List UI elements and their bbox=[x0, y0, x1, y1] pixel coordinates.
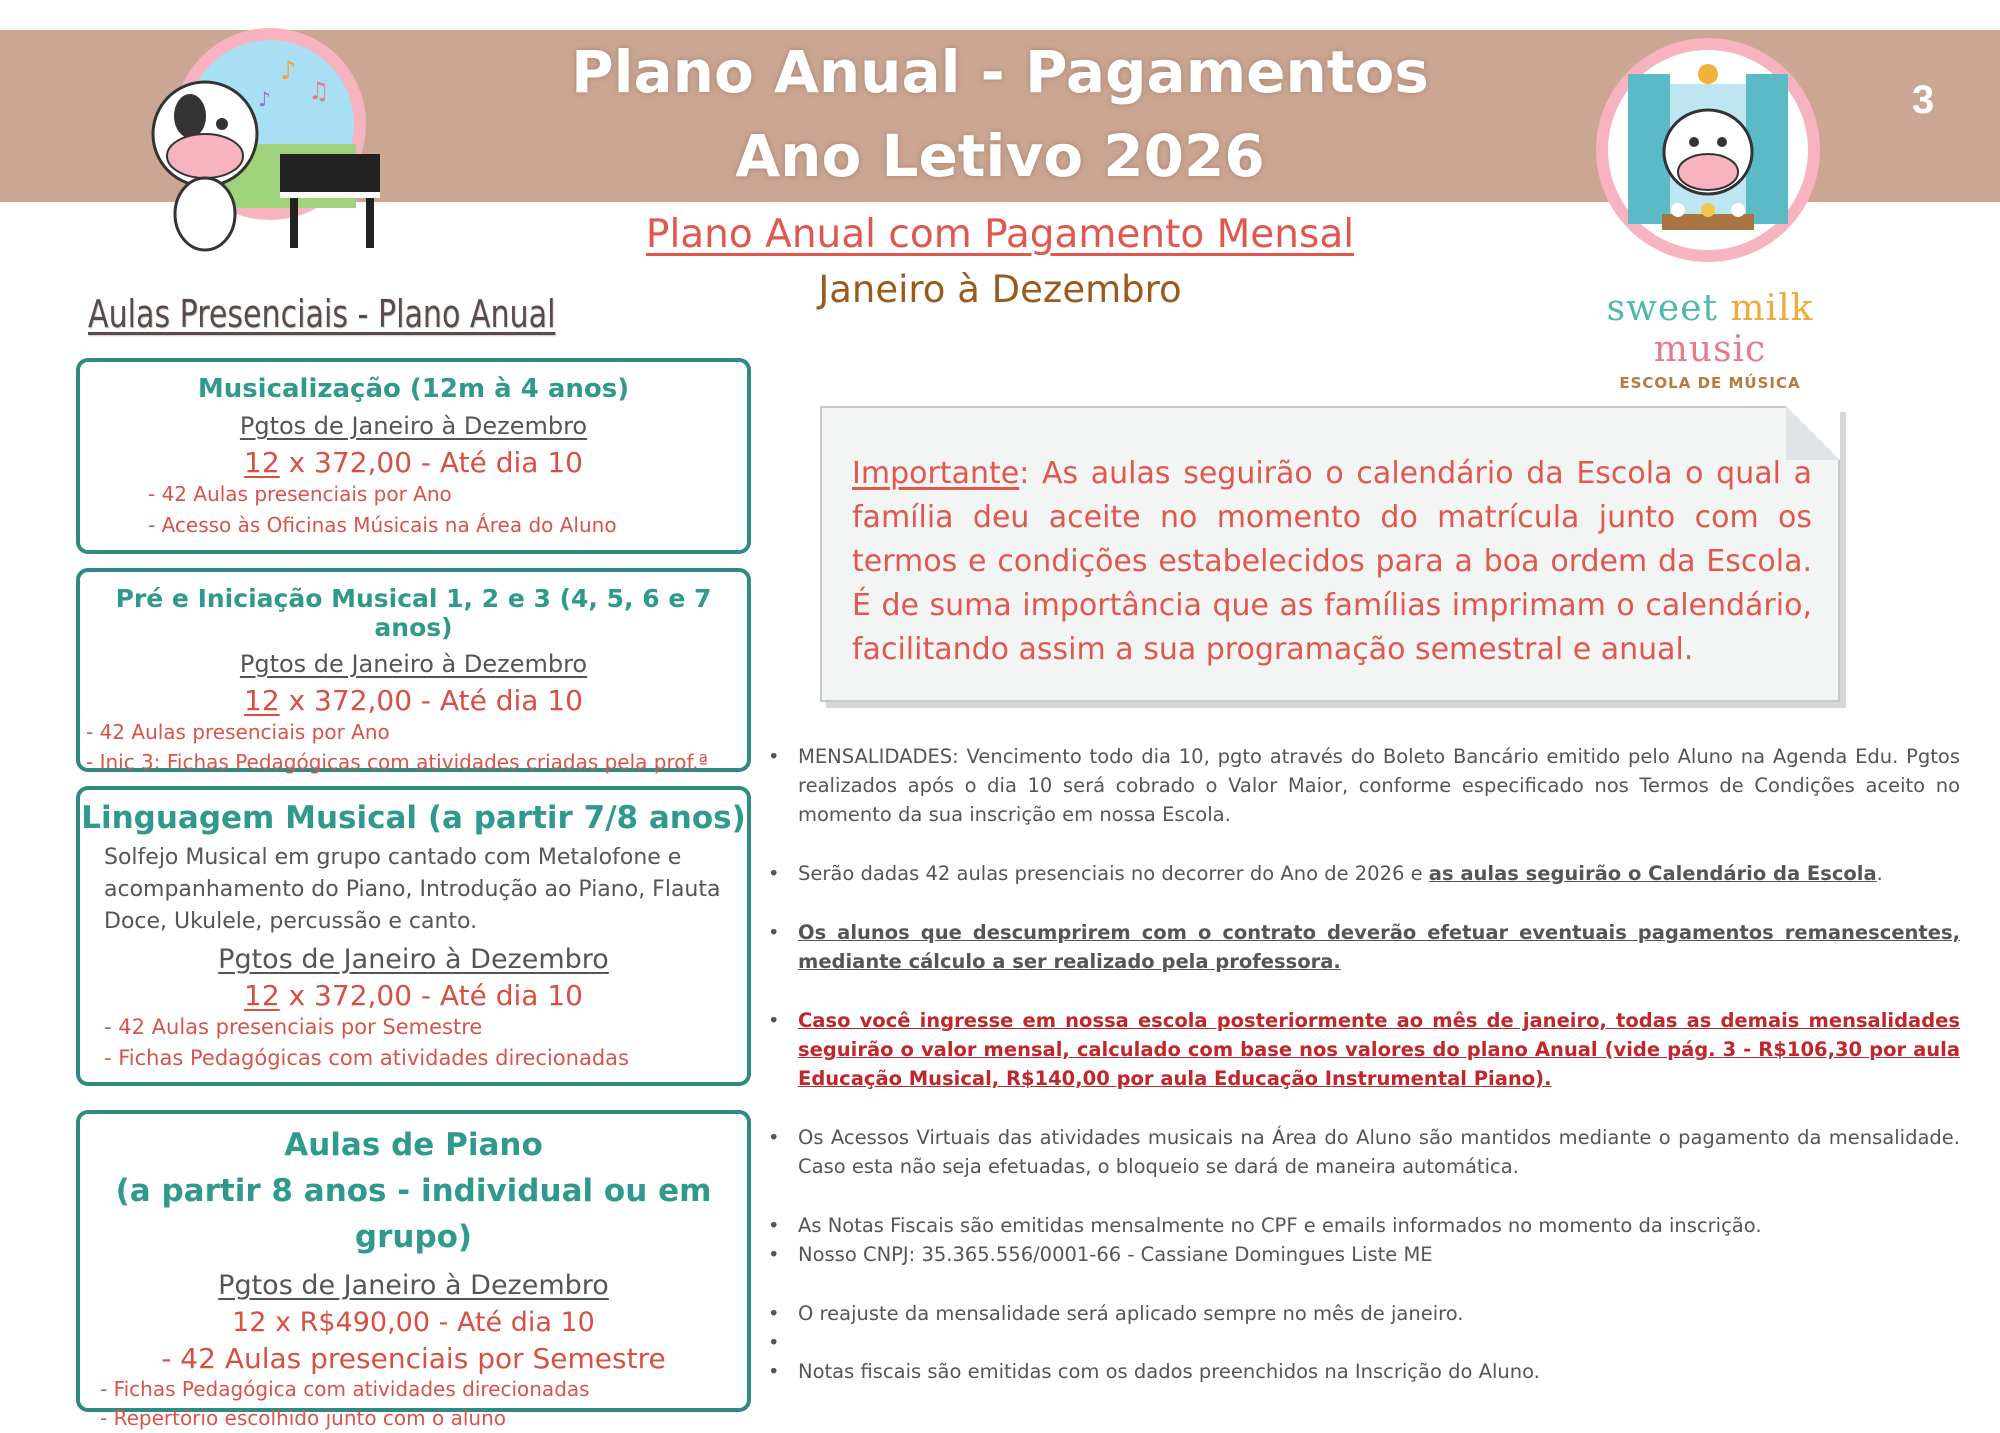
payments-label: Pgtos de Janeiro à Dezembro bbox=[239, 650, 588, 678]
price: 12 x 372,00 - Até dia 10 bbox=[244, 446, 583, 479]
plan-card-piano bbox=[76, 1110, 751, 1430]
list-item: • Os Acessos Virtuais das atividades musicais na Área do Aluno são mantidos mediante o pagamento da mensalidade. Caso esta não seja efetuadas, o bloqueio se dará de maneira automática. bbox=[768, 1123, 1960, 1181]
calendar-reference: as aulas seguirão o Calendário da Escola bbox=[1428, 862, 1877, 885]
card-feature: - Fichas Pedagógica com atividades direcionadas bbox=[100, 1377, 590, 1401]
payment-rules-list bbox=[768, 742, 1960, 1386]
card-title: Pré e Iniciação Musical 1, 2 e 3 (4, 5, 6 e 7 anos) bbox=[115, 584, 712, 642]
price: 12 x 372,00 - Até dia 10 bbox=[244, 684, 583, 717]
important-note bbox=[820, 406, 1840, 702]
svg-text:♪: ♪ bbox=[280, 56, 297, 86]
list-item: • MENSALIDADES: Vencimento todo dia 10, pgto através do Boleto Bancário emitido pelo Aluno na Agenda Edu. Pgtos realizados após o dia 10 será cobrado o Valor Maior, conforme especificado nos Termos de Condições aceito no momento da sua inscrição em nossa Escola. bbox=[768, 742, 1960, 829]
brand-tagline: ESCOLA DE MÚSICA bbox=[1619, 374, 1801, 392]
list-item: • Nosso CNPJ: 35.365.556/0001-66 - Cassiane Domingues Liste ME bbox=[768, 1240, 1960, 1269]
list-item: • O reajuste da mensalidade será aplicado sempre no mês de janeiro. bbox=[768, 1299, 1960, 1328]
svg-text:♪: ♪ bbox=[258, 87, 271, 111]
list-item: • As Notas Fiscais são emitidas mensalmente no CPF e emails informados no momento da inscrição. bbox=[768, 1211, 1960, 1240]
list-item: • Notas fiscais são emitidas com os dados preenchidos na Inscrição do Aluno. bbox=[768, 1357, 1960, 1386]
card-feature: - Repertório escolhido junto com o aluno bbox=[100, 1406, 506, 1430]
card-description: Solfejo Musical em grupo cantado com Metalofone e acompanhamento do Piano, Introdução ao Piano, Flauta Doce, Ukulele, percussão e canto. bbox=[104, 845, 721, 934]
card-feature: - Inic 3: Fichas Pedagógicas com atividades criadas pela prof.ª bbox=[86, 750, 708, 774]
page-title: Plano Anual - Pagamentos bbox=[571, 38, 1429, 106]
brand-name: sweet milk music bbox=[1606, 288, 1814, 370]
svg-text:♫: ♫ bbox=[308, 77, 330, 105]
payments-label: Pgtos de Janeiro à Dezembro bbox=[218, 1270, 609, 1301]
card-title: Aulas de Piano bbox=[284, 1127, 543, 1163]
plan-card-iniciacao bbox=[76, 568, 751, 772]
payments-label: Pgtos de Janeiro à Dezembro bbox=[218, 944, 609, 975]
card-feature: - 42 Aulas presenciais por Ano bbox=[86, 720, 390, 744]
card-title: Musicalização (12m à 4 anos) bbox=[197, 374, 630, 404]
price: 12 x R$490,00 - Até dia 10 bbox=[232, 1307, 595, 1338]
card-highlight: - 42 Aulas presenciais por Semestre bbox=[161, 1342, 666, 1375]
section-heading: Aulas Presenciais - Plano Anual bbox=[88, 292, 556, 336]
card-title: Linguagem Musical (a partir 7/8 anos) bbox=[81, 800, 746, 836]
card-feature: - Fichas Pedagógicas com atividades direcionadas bbox=[104, 1046, 629, 1070]
card-title-sub: (a partir 8 anos - individual ou em grupo) bbox=[115, 1173, 712, 1255]
card-feature: - Acesso às Oficinas Músicais na Área do Aluno bbox=[148, 513, 617, 537]
list-item: • Serão dadas 42 aulas presenciais no decorrer do Ano de 2026 e as aulas seguirão o Calendário da Escola. bbox=[768, 859, 1960, 888]
list-item: • Os alunos que descumprirem com o contrato deverão efetuar eventuais pagamentos remanescentes, mediante cálculo a ser realizado pela professora. bbox=[768, 918, 1960, 976]
plan-subtitle: Plano Anual com Pagamento Mensal bbox=[645, 212, 1355, 257]
card-feature: - 42 Aulas presenciais por Semestre bbox=[104, 1015, 483, 1039]
payments-label: Pgtos de Janeiro à Dezembro bbox=[239, 412, 588, 440]
note-text: Importante: As aulas seguirão o calendário da Escola o qual a família deu aceite no momento do matrícula junto com os termos e condições estabelecidos para a boa ordem da Escola. É de suma importância que as famílias imprimam o calendário, facilitando assim a sua programação semestral e anual. bbox=[852, 456, 1812, 667]
cow-piano-illustration bbox=[130, 24, 390, 264]
plan-card-musicalizacao bbox=[76, 358, 751, 554]
card-feature: - 42 Aulas presenciais por Ano bbox=[148, 482, 452, 506]
list-item-empty bbox=[768, 1328, 1960, 1357]
list-item: • Caso você ingresse em nossa escola posteriormente ao mês de janeiro, todas as demais mensalidades seguirão o valor mensal, calculado com base nos valores do plano Anual (vide pág. 3 - R$106,30 por aula Educação Musical, R$140,00 por aula Educação Instrumental Piano). bbox=[768, 1006, 1960, 1093]
price: 12 x 372,00 - Até dia 10 bbox=[244, 979, 583, 1012]
note-keyword: Importante bbox=[852, 456, 1020, 491]
cow-window-illustration bbox=[1588, 34, 1828, 270]
plan-card-linguagem-musical bbox=[76, 786, 751, 1086]
page-title-year: Ano Letivo 2026 bbox=[735, 122, 1265, 190]
page-number: 3 bbox=[1912, 78, 1935, 122]
brand-logo bbox=[1580, 288, 1840, 392]
plan-period: Janeiro à Dezembro bbox=[818, 268, 1182, 311]
